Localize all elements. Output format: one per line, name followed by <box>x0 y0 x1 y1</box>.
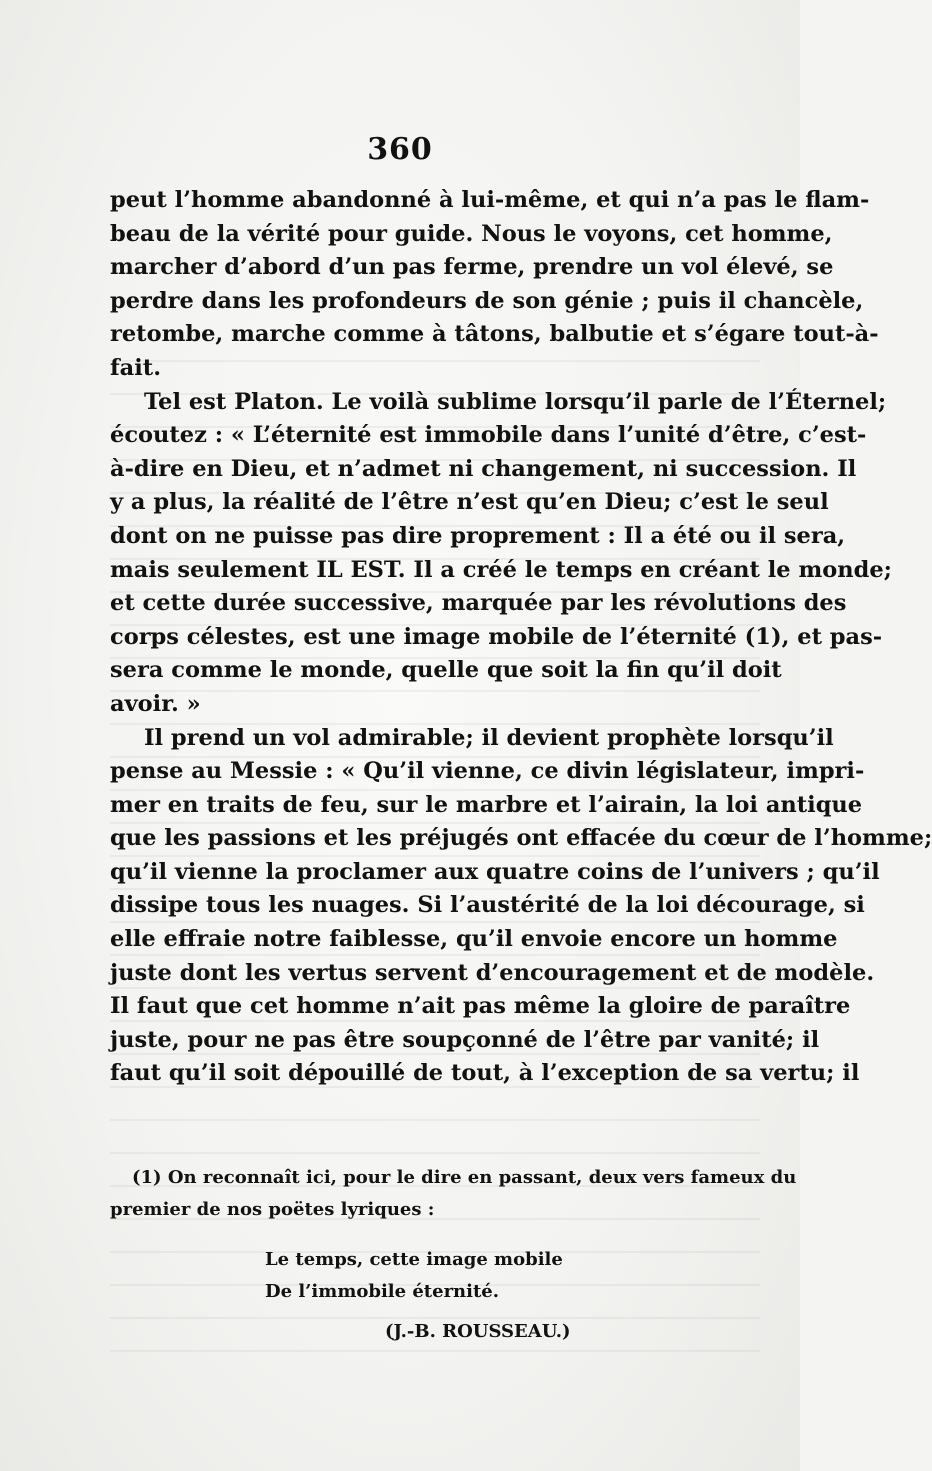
text-line: marcher d’abord d’un pas ferme, prendre un vol élevé, se <box>110 254 834 281</box>
body-text <box>110 184 932 1091</box>
verse-line: De l’immobile éternité. <box>265 1281 500 1302</box>
footnote-attribution: (J.-B. ROUSSEAU.) <box>385 1321 571 1342</box>
text-line: juste dont les vertus servent d’encouragement et de modèle. <box>110 959 875 986</box>
footnote-line: premier de nos poëtes lyriques : <box>110 1199 435 1220</box>
text-line: à-dire en Dieu, et n’admet ni changement, ni succession. Il <box>110 455 857 482</box>
text-line: retombe, marche comme à tâtons, balbutie et s’égare tout-à- <box>110 321 879 348</box>
text-line: avoir. » <box>110 690 201 717</box>
text-line: écoutez : « L’éternité est immobile dans l’unité d’être, c’est- <box>110 422 867 449</box>
text-line: Il prend un vol admirable; il devient prophète lorsqu’il <box>144 724 834 751</box>
text-line: mais seulement IL EST. Il a créé le temps en créant le monde; <box>110 556 892 583</box>
text-line: pense au Messie : « Qu’il vienne, ce divin législateur, impri- <box>110 758 865 785</box>
text-line: beau de la vérité pour guide. Nous le voyons, cet homme, <box>110 220 833 247</box>
text-line: peut l’homme abandonné à lui-même, et qui n’a pas le flam- <box>110 187 870 213</box>
text-line: sera comme le monde, quelle que soit la fin qu’il doit <box>110 657 782 684</box>
footnote-line: (1) On reconnaît ici, pour le dire en passant, deux vers fameux du <box>132 1167 797 1188</box>
text-line: dont on ne puisse pas dire proprement : Il a été ou il sera, <box>110 522 846 549</box>
text-line: mer en traits de feu, sur le marbre et l’airain, la loi antique <box>110 791 863 818</box>
footnote <box>110 1162 797 1348</box>
text-line: qu’il vienne la proclamer aux quatre coins de l’univers ; qu’il <box>110 858 880 885</box>
text-line: y a plus, la réalité de l’être n’est qu’en Dieu; c’est le seul <box>110 489 829 516</box>
page-number: 360 <box>367 132 433 167</box>
text-line: corps célestes, est une image mobile de l’éternité (1), et pas- <box>110 623 883 650</box>
text-line: elle effraie notre faiblesse, qu’il envoie encore un homme <box>110 926 838 953</box>
text-line: juste, pour ne pas être soupçonné de l’être par vanité; il <box>110 1026 820 1053</box>
text-line: que les passions et les préjugés ont effacée du cœur de l’homme; <box>110 825 932 852</box>
verse-line: Le temps, cette image mobile <box>265 1249 563 1270</box>
text-line: et cette durée successive, marquée par les révolutions des <box>110 590 847 617</box>
text-line: faut qu’il soit dépouillé de tout, à l’exception de sa vertu; il <box>110 1060 860 1087</box>
text-line: fait. <box>110 354 162 381</box>
text-line: dissipe tous les nuages. Si l’austérité de la loi décourage, si <box>110 892 865 919</box>
text-line: perdre dans les profondeurs de son génie ; puis il chancèle, <box>110 287 864 314</box>
text-line: Il faut que cet homme n’ait pas même la gloire de paraître <box>110 993 851 1020</box>
text-line: Tel est Platon. Le voilà sublime lorsqu’il parle de l’Éternel; <box>144 388 887 415</box>
